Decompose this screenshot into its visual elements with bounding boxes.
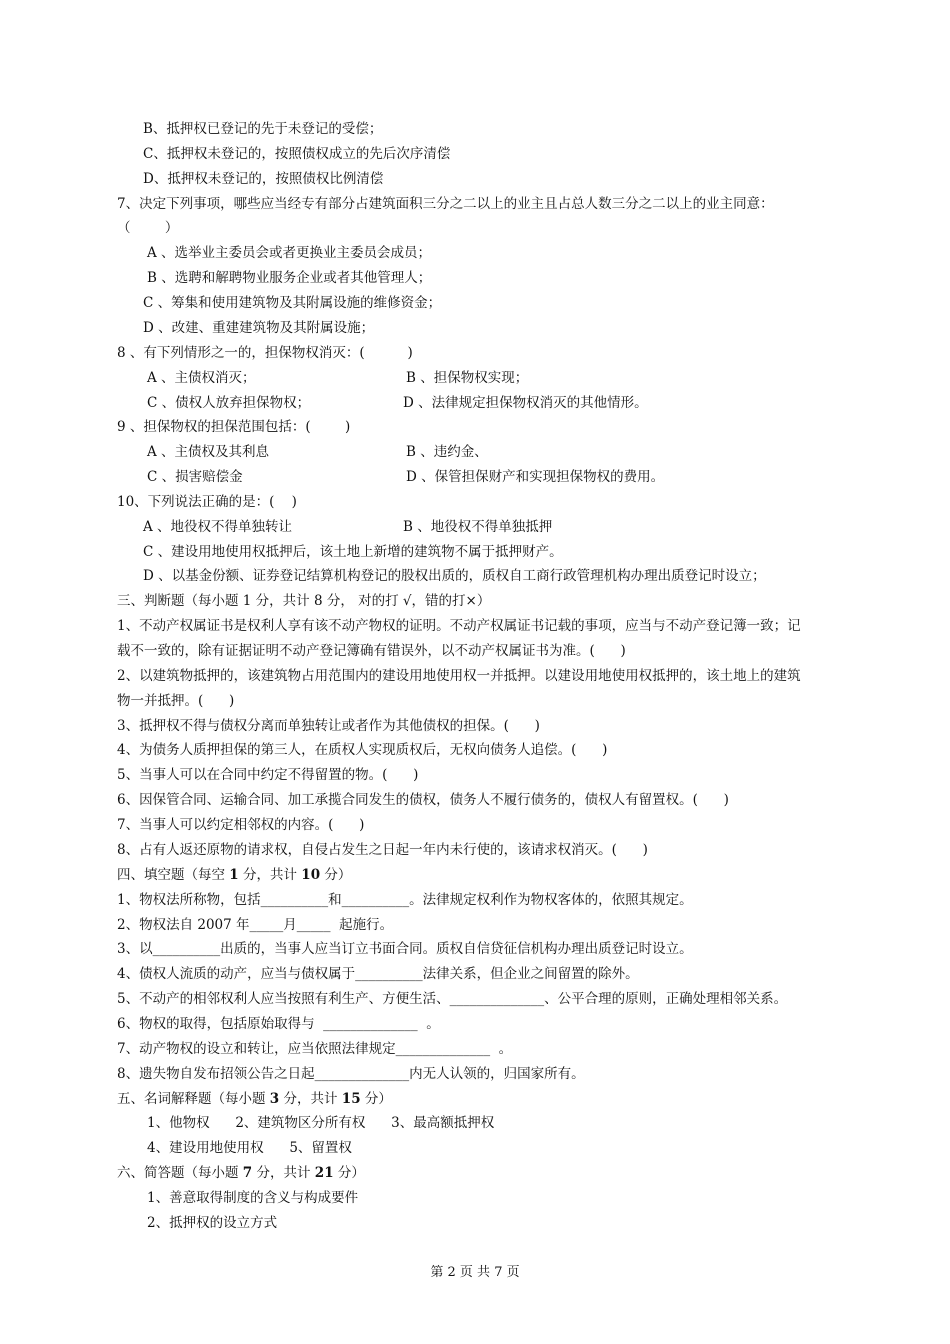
q10-stem: 10、下列说法正确的是：( ) — [117, 494, 297, 510]
q9-option-d: D 、保管担保财产和实现担保物权的费用。 — [406, 469, 665, 485]
fill-item: 1、物权法所称物，包括__________和__________。法律规定权利作为物权客体的，依照其规定。 — [117, 892, 693, 908]
judge-line: 物一并抵押。( ) — [117, 693, 235, 709]
q10-option-b: B 、地役权不得单独抵押 — [403, 519, 553, 535]
terms-row: 1、他物权 2、建筑物区分所有权 3、最高额抵押权 — [147, 1115, 495, 1131]
judge-line: 5、当事人可以在合同中约定不得留置的物。( ) — [117, 767, 419, 783]
q7-option-c: C 、筹集和使用建筑物及其附属设施的维修资金； — [143, 295, 442, 311]
q7-answer-paren: （ ） — [117, 220, 179, 236]
judge-line: 7、当事人可以约定相邻权的内容。( ) — [117, 817, 365, 833]
q8-option-c: C 、债权人放弃担保物权； — [147, 395, 311, 411]
short-item: 2、抵押权的设立方式 — [147, 1215, 278, 1231]
q7-option-a: A 、选举业主委员会或者更换业主委员会成员； — [147, 245, 432, 261]
judge-line: 6、因保管合同、运输合同、加工承揽合同发生的债权，债务人不履行债务的，债权人有留置权。( ) — [117, 792, 729, 808]
q6-option-b: B、抵押权已登记的先于未登记的受偿； — [143, 121, 383, 137]
terms-heading: 五、名词解释题（每小题 3 分，共计 15 分） — [117, 1091, 392, 1107]
fill-item: 3、以__________出质的，当事人应当订立书面合同。质权自信贷征信机构办理出质登记时设立。 — [117, 941, 693, 957]
short-heading: 六、简答题（每小题 7 分，共计 21 分） — [117, 1165, 365, 1181]
fill-item: 8、遗失物自发布招领公告之日起______________内无人认领的，归国家所有。 — [117, 1066, 585, 1082]
q9-option-a: A 、主债权及其利息 — [147, 444, 270, 460]
judge-line: 载不一致的，除有证据证明不动产登记簿确有错误外，以不动产权属证书为准。( ) — [117, 643, 626, 659]
q10-option-a: A 、地役权不得单独转让 — [143, 519, 293, 535]
q8-option-d: D 、法律规定担保物权消灭的其他情形。 — [403, 395, 648, 411]
page-footer: 第 2 页 共 7 页 — [430, 1265, 520, 1280]
judge-heading: 三、判断题（每小题 1 分，共计 8 分， 对的打 √，错的打×） — [117, 593, 491, 609]
fill-heading: 四、填空题（每空 1 分，共计 10 分） — [117, 867, 352, 883]
q9-option-b: B 、违约金、 — [406, 444, 488, 460]
q10-option-c: C 、建设用地使用权抵押后，该土地上新增的建筑物不属于抵押财产。 — [143, 544, 563, 560]
q6-option-d: D、抵押权未登记的，按照债权比例清偿 — [143, 171, 384, 187]
fill-item: 2、物权法自 2007 年_____月_____ 起施行。 — [117, 917, 394, 933]
q7-option-b: B 、选聘和解聘物业服务企业或者其他管理人； — [147, 270, 432, 286]
judge-line: 8、占有人返还原物的请求权，自侵占发生之日起一年内未行使的，该请求权消灭。( ) — [117, 842, 648, 858]
q8-option-a: A 、主债权消灭； — [147, 370, 256, 386]
judge-line: 3、抵押权不得与债权分离而单独转让或者作为其他债权的担保。( ) — [117, 718, 540, 734]
q10-option-d: D 、以基金份额、证券登记结算机构登记的股权出质的，质权自工商行政管理机构办理出质登记时设立； — [143, 568, 766, 584]
fill-item: 5、不动产的相邻权利人应当按照有利生产、方便生活、______________、公平合理的原则，正确处理相邻关系。 — [117, 991, 788, 1007]
q7-option-d: D 、改建、重建建筑物及其附属设施； — [143, 320, 375, 336]
short-item: 1、善意取得制度的含义与构成要件 — [147, 1190, 359, 1206]
q9-stem: 9 、担保物权的担保范围包括：( ) — [117, 419, 351, 435]
q8-stem: 8 、有下列情形之一的，担保物权消灭：( ) — [117, 345, 413, 361]
judge-line: 4、为债务人质押担保的第三人，在质权人实现质权后，无权向债务人追偿。( ) — [117, 742, 608, 758]
fill-item: 7、动产物权的设立和转让，应当依照法律规定______________ 。 — [117, 1041, 513, 1057]
fill-item: 6、物权的取得，包括原始取得与 ______________ 。 — [117, 1016, 440, 1032]
terms-row: 4、建设用地使用权 5、留置权 — [147, 1140, 352, 1156]
judge-line: 1、不动产权属证书是权利人享有该不动产物权的证明。不动产权属证书记载的事项，应当与不动产登记簿一致；记 — [117, 618, 801, 634]
q6-option-c: C、抵押权未登记的，按照债权成立的先后次序清偿 — [143, 146, 451, 162]
judge-line: 2、以建筑物抵押的，该建筑物占用范围内的建设用地使用权一并抵押。以建设用地使用权抵押的，该土地上的建筑 — [117, 668, 801, 684]
q8-option-b: B 、担保物权实现； — [406, 370, 529, 386]
fill-item: 4、债权人流质的动产，应当与债权属于__________法律关系，但企业之间留置的除外。 — [117, 966, 639, 982]
q9-option-c: C 、损害赔偿金 — [147, 469, 243, 485]
q7-stem: 7、决定下列事项，哪些应当经专有部分占建筑面积三分之二以上的业主且占总人数三分之二以上的业主同意： — [117, 196, 774, 212]
